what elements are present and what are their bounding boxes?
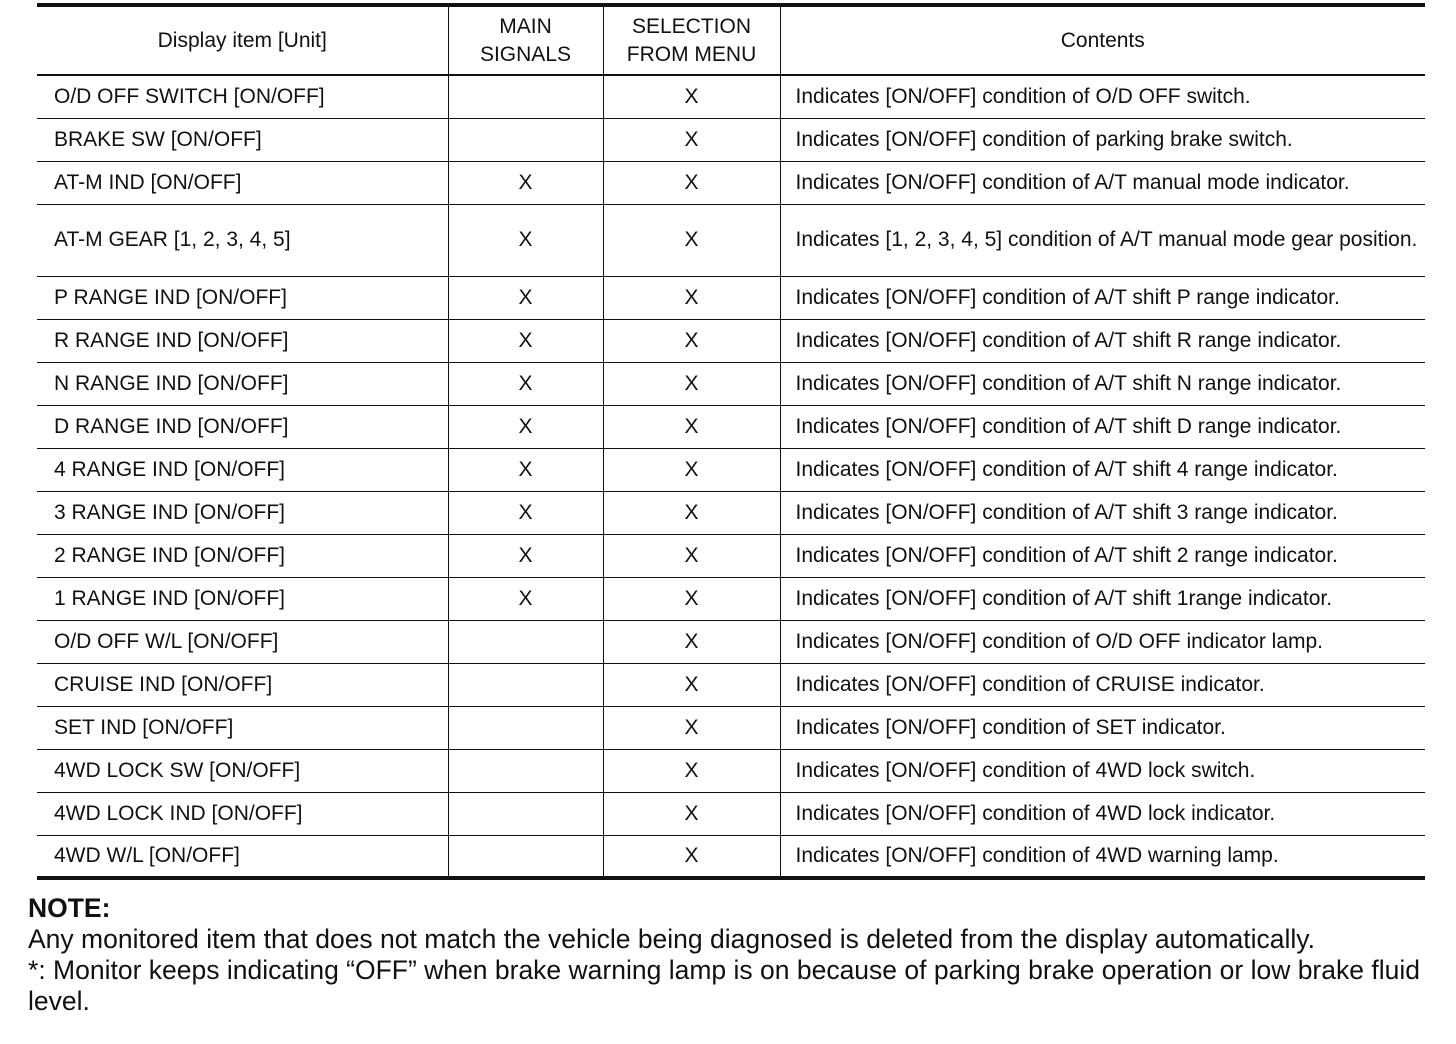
cell-selection-from-menu: X — [603, 577, 780, 620]
cell-contents: Indicates [ON/OFF] condition of A/T shift 3 range indicator. — [780, 491, 1425, 534]
cell-display-item: 2 RANGE IND [ON/OFF] — [37, 534, 448, 577]
table-row — [37, 577, 1425, 620]
cell-main-signals: X — [448, 448, 603, 491]
header-selection-from-menu — [603, 5, 780, 75]
cell-main-signals: X — [448, 276, 603, 319]
cell-selection-from-menu: X — [603, 448, 780, 491]
cell-selection-from-menu: X — [603, 204, 780, 276]
cell-contents: Indicates [ON/OFF] condition of A/T shift D range indicator. — [780, 405, 1425, 448]
cell-contents: Indicates [ON/OFF] condition of O/D OFF indicator lamp. — [780, 620, 1425, 663]
header-selection-line-2: FROM MENU — [626, 42, 757, 66]
table-row — [37, 405, 1425, 448]
cell-main-signals: X — [448, 577, 603, 620]
table-row — [37, 534, 1425, 577]
cell-display-item: 4WD LOCK SW [ON/OFF] — [37, 749, 448, 792]
cell-contents: Indicates [ON/OFF] condition of A/T shift 2 range indicator. — [780, 534, 1425, 577]
cell-display-item: R RANGE IND [ON/OFF] — [37, 319, 448, 362]
cell-selection-from-menu: X — [603, 405, 780, 448]
note-title: NOTE: — [28, 893, 111, 923]
cell-contents: Indicates [ON/OFF] condition of O/D OFF switch. — [780, 75, 1425, 118]
table-row — [37, 663, 1425, 706]
table-header-row — [37, 5, 1425, 75]
cell-contents: Indicates [1, 2, 3, 4, 5] condition of A/T manual mode gear position. — [780, 204, 1425, 276]
cell-main-signals: X — [448, 534, 603, 577]
cell-selection-from-menu: X — [603, 491, 780, 534]
cell-display-item: O/D OFF SWITCH [ON/OFF] — [37, 75, 448, 118]
header-main-line-1: MAIN — [499, 14, 552, 38]
table-row — [37, 118, 1425, 161]
note-line-1: Any monitored item that does not match the vehicle being diagnosed is deleted from the display automatically. — [28, 924, 1315, 954]
cell-contents: Indicates [ON/OFF] condition of A/T shift N range indicator. — [780, 362, 1425, 405]
cell-display-item: BRAKE SW [ON/OFF] — [37, 118, 448, 161]
cell-display-item: 1 RANGE IND [ON/OFF] — [37, 577, 448, 620]
table-row — [37, 448, 1425, 491]
cell-display-item: CRUISE IND [ON/OFF] — [37, 663, 448, 706]
header-main-signals — [448, 5, 603, 75]
table-body — [37, 75, 1425, 878]
header-display-item: Display item [Unit] — [37, 5, 448, 75]
cell-main-signals — [448, 118, 603, 161]
cell-selection-from-menu: X — [603, 663, 780, 706]
note-section — [28, 893, 1448, 1017]
cell-contents: Indicates [ON/OFF] condition of A/T manual mode indicator. — [780, 161, 1425, 204]
cell-contents: Indicates [ON/OFF] condition of A/T shift 1range indicator. — [780, 577, 1425, 620]
cell-display-item: D RANGE IND [ON/OFF] — [37, 405, 448, 448]
table-row — [37, 204, 1425, 276]
cell-main-signals — [448, 75, 603, 118]
cell-selection-from-menu: X — [603, 620, 780, 663]
cell-contents: Indicates [ON/OFF] condition of parking brake switch. — [780, 118, 1425, 161]
cell-selection-from-menu: X — [603, 749, 780, 792]
cell-main-signals — [448, 620, 603, 663]
monitor-table-container — [37, 3, 1425, 880]
cell-main-signals: X — [448, 491, 603, 534]
cell-display-item: P RANGE IND [ON/OFF] — [37, 276, 448, 319]
cell-contents: Indicates [ON/OFF] condition of A/T shift 4 range indicator. — [780, 448, 1425, 491]
table-row — [37, 792, 1425, 835]
cell-contents: Indicates [ON/OFF] condition of 4WD warning lamp. — [780, 835, 1425, 878]
cell-contents: Indicates [ON/OFF] condition of A/T shift P range indicator. — [780, 276, 1425, 319]
cell-contents: Indicates [ON/OFF] condition of SET indicator. — [780, 706, 1425, 749]
cell-display-item: AT-M IND [ON/OFF] — [37, 161, 448, 204]
cell-display-item: SET IND [ON/OFF] — [37, 706, 448, 749]
cell-selection-from-menu: X — [603, 319, 780, 362]
table-row — [37, 276, 1425, 319]
cell-main-signals: X — [448, 362, 603, 405]
cell-main-signals: X — [448, 405, 603, 448]
cell-main-signals — [448, 706, 603, 749]
cell-selection-from-menu: X — [603, 835, 780, 878]
cell-selection-from-menu: X — [603, 706, 780, 749]
cell-selection-from-menu: X — [603, 75, 780, 118]
cell-display-item: AT-M GEAR [1, 2, 3, 4, 5] — [37, 204, 448, 276]
cell-contents: Indicates [ON/OFF] condition of 4WD lock switch. — [780, 749, 1425, 792]
cell-selection-from-menu: X — [603, 276, 780, 319]
cell-display-item: 4WD LOCK IND [ON/OFF] — [37, 792, 448, 835]
cell-main-signals: X — [448, 161, 603, 204]
cell-main-signals — [448, 792, 603, 835]
table-row — [37, 835, 1425, 878]
cell-main-signals: X — [448, 319, 603, 362]
table-row — [37, 75, 1425, 118]
table-row — [37, 319, 1425, 362]
cell-selection-from-menu: X — [603, 534, 780, 577]
cell-selection-from-menu: X — [603, 792, 780, 835]
cell-display-item: 4WD W/L [ON/OFF] — [37, 835, 448, 878]
cell-display-item: N RANGE IND [ON/OFF] — [37, 362, 448, 405]
note-line-2: *: Monitor keeps indicating “OFF” when brake warning lamp is on because of parking brake operation or low brake fluid level. — [28, 955, 1420, 1016]
table-row — [37, 620, 1425, 663]
table-row — [37, 362, 1425, 405]
cell-main-signals — [448, 663, 603, 706]
cell-main-signals — [448, 749, 603, 792]
cell-display-item: O/D OFF W/L [ON/OFF] — [37, 620, 448, 663]
table-row — [37, 706, 1425, 749]
cell-main-signals: X — [448, 204, 603, 276]
cell-selection-from-menu: X — [603, 362, 780, 405]
cell-contents: Indicates [ON/OFF] condition of A/T shift R range indicator. — [780, 319, 1425, 362]
header-selection-line-1: SELECTION — [631, 14, 752, 38]
cell-display-item: 4 RANGE IND [ON/OFF] — [37, 448, 448, 491]
cell-selection-from-menu: X — [603, 161, 780, 204]
table-row — [37, 491, 1425, 534]
cell-display-item: 3 RANGE IND [ON/OFF] — [37, 491, 448, 534]
cell-main-signals — [448, 835, 603, 878]
header-main-line-2: SIGNALS — [479, 42, 572, 66]
table-row — [37, 749, 1425, 792]
cell-contents: Indicates [ON/OFF] condition of 4WD lock indicator. — [780, 792, 1425, 835]
header-contents: Contents — [780, 5, 1425, 75]
cell-contents: Indicates [ON/OFF] condition of CRUISE indicator. — [780, 663, 1425, 706]
table-row — [37, 161, 1425, 204]
data-monitor-table — [37, 3, 1425, 880]
cell-selection-from-menu: X — [603, 118, 780, 161]
